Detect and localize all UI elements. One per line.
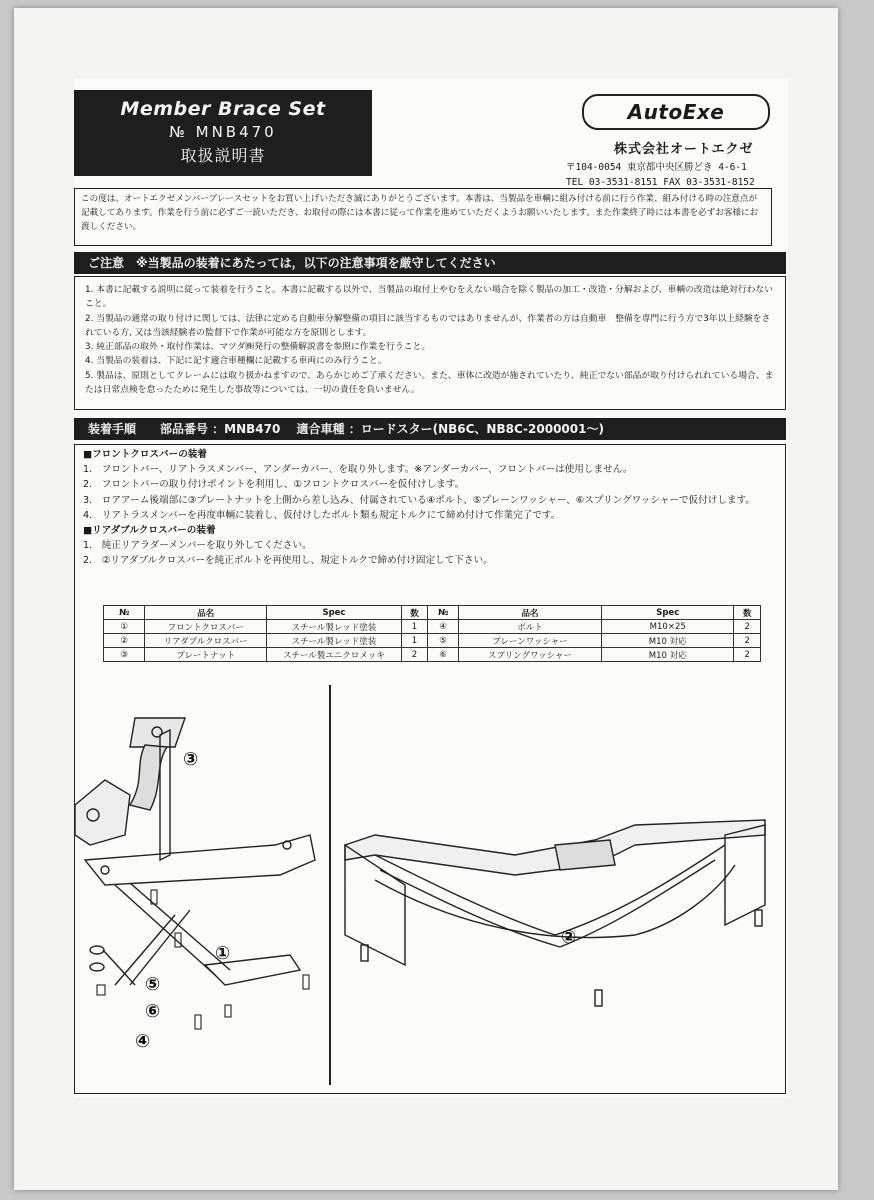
front-step: 2. フロントバーの取り付けポイントを利用し、①フロントクロスバーを仮付けします。 <box>83 479 465 491</box>
caution-title: ご注意 ※当製品の装着にあたっては，以下の注意事項を厳守してください <box>88 256 496 270</box>
cell: 1 <box>401 634 427 648</box>
table-row <box>104 620 761 634</box>
caution-item: 1. 本書に記載する説明に従って装着を行うこと。本書に記載する以外で、当製品の取付上やむをえない場合を除く製品の加工・改造・分解および、車輌の改造は絶対行わないこと。 <box>85 285 774 310</box>
product-title: Member Brace Set <box>120 98 326 120</box>
procedure-steps <box>83 447 773 569</box>
procedure-header <box>74 418 786 440</box>
cell: スチール製レッド塗装 <box>267 620 402 634</box>
title-block <box>74 90 372 176</box>
table-row <box>104 634 761 648</box>
address-line: 〒104-0054 東京都中央区勝どき 4-6-1 <box>566 162 747 173</box>
procedure-section <box>74 444 786 1094</box>
cell: 2 <box>734 620 761 634</box>
cell: M10 対応 <box>602 648 734 662</box>
cell: フロントクロスバー <box>145 620 267 634</box>
contact-line: TEL 03-3531-8151 FAX 03-3531-8152 <box>566 177 755 188</box>
paper <box>14 8 838 1190</box>
cell: ボルト <box>458 620 601 634</box>
header-cell: № <box>428 606 459 620</box>
header-cell: 数 <box>734 606 761 620</box>
front-heading: ■フロントクロスバーの装着 <box>83 449 207 460</box>
table-header-row <box>104 606 761 620</box>
caution-item: 3. 純正部品の取外・取付作業は、マツダ㈱発行の整備解説書を参照に作業を行うこと。 <box>85 342 431 353</box>
caution-list <box>74 276 786 410</box>
label-spring-washer: ⑥ <box>145 1001 161 1022</box>
cell: ⑥ <box>428 648 459 662</box>
cell: スプリングワッシャー <box>458 648 601 662</box>
cell: ④ <box>428 620 459 634</box>
company-name: 株式会社オートエクゼ <box>614 142 754 157</box>
cell: 1 <box>401 620 427 634</box>
cell: 2 <box>734 648 761 662</box>
model-number: № MNB470 <box>169 123 277 141</box>
rear-heading: ■リアダブルクロスバーの装着 <box>83 525 216 537</box>
parts-table <box>103 605 761 662</box>
diagram-number-labels <box>135 749 576 1052</box>
cell: リアダブルクロスバー <box>145 634 267 648</box>
label-rear-bar: ② <box>561 927 577 948</box>
cell: 2 <box>401 648 427 662</box>
front-step: 1. フロントバー、リアトラスメンバー、アンダーカバー、を取り外します。※アンダーカバー、フロントバーは使用しません。 <box>83 464 633 476</box>
rear-bar-diagram <box>345 820 765 1006</box>
cell: 2 <box>734 634 761 648</box>
table-row <box>104 648 761 662</box>
cell: スチール製ユニクロメッキ <box>267 648 402 662</box>
document-type: 取扱説明書 <box>180 146 266 165</box>
header-cell: № <box>104 606 145 620</box>
cell: プレーンワッシャー <box>458 634 601 648</box>
caution-item: 5. 製品は、原則としてクレームには取り扱かねますので、あらかじめご了承ください。また、車体に改造が施されていたり、純正でない部品が取り付けられれている場合、または日常点検を怠ったために発生した事故等については、一切の責任を負いません。 <box>85 370 774 396</box>
rear-step: 2. ②リアダブルクロスバーを純正ボルトを再使用し、規定トルクで締め付け固定して下さい。 <box>83 555 493 567</box>
header-cell: Spec <box>602 606 734 620</box>
instruction-sheet <box>74 78 788 1098</box>
cell: スチール製レッド塗装 <box>267 634 402 648</box>
cell: ② <box>104 634 145 648</box>
cell: M10×25 <box>602 620 734 634</box>
front-step: 4. リアトラスメンバーを再度車輌に装着し、仮付けしたボルト類も規定トルクにて締め付けて作業完了です。 <box>83 509 561 521</box>
caution-item: 2. 当製品の通常の取り付けに関しては、法律に定める自動車分解整備の項目に該当するものではありませんが、作業者の方は自動車 整備を専門に行う方で3年以上経験をされている方, 又は当該経験者の監督下で作業が可能な方を原則とします。 <box>85 313 771 338</box>
brand-logo: AutoExe <box>582 94 770 130</box>
cell: M10 対応 <box>602 634 734 648</box>
header-cell: 品名 <box>145 606 267 620</box>
header-cell: 品名 <box>458 606 601 620</box>
cell: プレートナット <box>145 648 267 662</box>
front-step: 3. ロアアーム後端部に③プレートナットを上側から差し込み、付属されている④ボルト、⑤プレーンワッシャー、⑥スプリングワッシャーで仮付けします。 <box>83 494 755 506</box>
intro-text: この度は、オートエクゼメンバーブレースセットをお買い上げいただき誠にありがとうございます。本書は、当製品を車輌に組み付ける前に行う作業、組み付ける時の注意点が記載してあります。作業を行う前に必ずご一読いただき、お取付の際には本書に従って作業を進めていただくようお願いいたします。また作業終了時には本書を必ずお客様にお渡しください。 <box>74 188 772 246</box>
caution-item: 4. 当製品の装着は、下記に記す適合車種欄に記載する車両にのみ行うこと。 <box>85 356 387 367</box>
company-address <box>566 160 755 190</box>
procedure-title: 装着手順 部品番号 ：MNB470 適合車種 ：ロードスター(NB6C、NB8C-2000001～) <box>88 422 604 436</box>
label-front-bar: ① <box>215 943 231 964</box>
cell: ① <box>104 620 145 634</box>
label-washer: ⑤ <box>145 974 161 995</box>
header-cell: Spec <box>267 606 402 620</box>
header-cell: 数 <box>401 606 427 620</box>
label-bolt: ④ <box>135 1031 151 1052</box>
caution-header <box>74 252 786 274</box>
cell: ③ <box>104 648 145 662</box>
cell: ⑤ <box>428 634 459 648</box>
installation-diagram <box>75 685 787 1090</box>
label-plate-nut: ③ <box>183 749 199 770</box>
rear-step: 1. 純正リアラダーメンバーを取り外してください。 <box>83 540 312 552</box>
